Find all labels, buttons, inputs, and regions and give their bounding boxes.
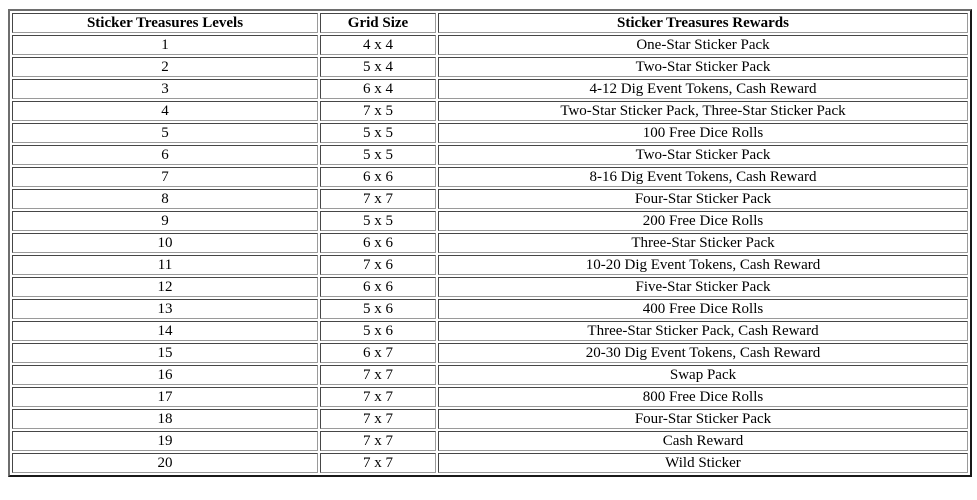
- level-cell: 8: [12, 189, 318, 209]
- level-cell: 19: [12, 431, 318, 451]
- table-row: [12, 321, 968, 341]
- grid-size-cell: 5 x 5: [320, 211, 436, 231]
- reward-cell: Swap Pack: [438, 365, 968, 385]
- grid-size-cell: 7 x 5: [320, 101, 436, 121]
- reward-cell: Four-Star Sticker Pack: [438, 409, 968, 429]
- reward-cell: Four-Star Sticker Pack: [438, 189, 968, 209]
- table-row: [12, 167, 968, 187]
- table-row: [12, 387, 968, 407]
- level-cell: 2: [12, 57, 318, 77]
- table-header-row: [12, 13, 968, 33]
- grid-size-cell: 7 x 7: [320, 431, 436, 451]
- reward-cell: Two-Star Sticker Pack, Three-Star Sticker Pack: [438, 101, 968, 121]
- column-header-levels: Sticker Treasures Levels: [12, 13, 318, 33]
- grid-size-cell: 6 x 6: [320, 233, 436, 253]
- reward-cell: Five-Star Sticker Pack: [438, 277, 968, 297]
- table-row: [12, 233, 968, 253]
- grid-size-cell: 7 x 7: [320, 189, 436, 209]
- column-header-grid-size: Grid Size: [320, 13, 436, 33]
- sticker-treasures-table: [8, 9, 972, 477]
- table-row: [12, 189, 968, 209]
- grid-size-cell: 5 x 4: [320, 57, 436, 77]
- column-header-rewards: Sticker Treasures Rewards: [438, 13, 968, 33]
- reward-cell: Three-Star Sticker Pack, Cash Reward: [438, 321, 968, 341]
- level-cell: 6: [12, 145, 318, 165]
- level-cell: 9: [12, 211, 318, 231]
- level-cell: 12: [12, 277, 318, 297]
- level-cell: 7: [12, 167, 318, 187]
- reward-cell: 400 Free Dice Rolls: [438, 299, 968, 319]
- table-row: [12, 79, 968, 99]
- grid-size-cell: 7 x 6: [320, 255, 436, 275]
- reward-cell: Cash Reward: [438, 431, 968, 451]
- table-row: [12, 299, 968, 319]
- grid-size-cell: 7 x 7: [320, 365, 436, 385]
- table-row: [12, 57, 968, 77]
- reward-cell: Three-Star Sticker Pack: [438, 233, 968, 253]
- grid-size-cell: 7 x 7: [320, 453, 436, 473]
- grid-size-cell: 4 x 4: [320, 35, 436, 55]
- table-row: [12, 35, 968, 55]
- level-cell: 11: [12, 255, 318, 275]
- reward-cell: 20-30 Dig Event Tokens, Cash Reward: [438, 343, 968, 363]
- level-cell: 13: [12, 299, 318, 319]
- reward-cell: One-Star Sticker Pack: [438, 35, 968, 55]
- grid-size-cell: 6 x 6: [320, 277, 436, 297]
- grid-size-cell: 6 x 4: [320, 79, 436, 99]
- table-row: [12, 145, 968, 165]
- reward-cell: Two-Star Sticker Pack: [438, 145, 968, 165]
- table-row: [12, 255, 968, 275]
- grid-size-cell: 6 x 7: [320, 343, 436, 363]
- reward-cell: 4-12 Dig Event Tokens, Cash Reward: [438, 79, 968, 99]
- grid-size-cell: 5 x 6: [320, 321, 436, 341]
- table-row: [12, 123, 968, 143]
- level-cell: 18: [12, 409, 318, 429]
- level-cell: 3: [12, 79, 318, 99]
- reward-cell: 800 Free Dice Rolls: [438, 387, 968, 407]
- level-cell: 1: [12, 35, 318, 55]
- reward-cell: Wild Sticker: [438, 453, 968, 473]
- grid-size-cell: 5 x 6: [320, 299, 436, 319]
- grid-size-cell: 6 x 6: [320, 167, 436, 187]
- table-row: [12, 409, 968, 429]
- table-row: [12, 101, 968, 121]
- reward-cell: 100 Free Dice Rolls: [438, 123, 968, 143]
- level-cell: 20: [12, 453, 318, 473]
- table-row: [12, 277, 968, 297]
- grid-size-cell: 7 x 7: [320, 409, 436, 429]
- grid-size-cell: 5 x 5: [320, 145, 436, 165]
- table-row: [12, 211, 968, 231]
- level-cell: 16: [12, 365, 318, 385]
- level-cell: 15: [12, 343, 318, 363]
- level-cell: 10: [12, 233, 318, 253]
- level-cell: 17: [12, 387, 318, 407]
- reward-cell: 200 Free Dice Rolls: [438, 211, 968, 231]
- level-cell: 5: [12, 123, 318, 143]
- reward-cell: 8-16 Dig Event Tokens, Cash Reward: [438, 167, 968, 187]
- grid-size-cell: 7 x 7: [320, 387, 436, 407]
- level-cell: 4: [12, 101, 318, 121]
- reward-cell: Two-Star Sticker Pack: [438, 57, 968, 77]
- table-row: [12, 343, 968, 363]
- reward-cell: 10-20 Dig Event Tokens, Cash Reward: [438, 255, 968, 275]
- table-row: [12, 431, 968, 451]
- table-row: [12, 453, 968, 473]
- table-row: [12, 365, 968, 385]
- level-cell: 14: [12, 321, 318, 341]
- table-body: [12, 35, 968, 473]
- grid-size-cell: 5 x 5: [320, 123, 436, 143]
